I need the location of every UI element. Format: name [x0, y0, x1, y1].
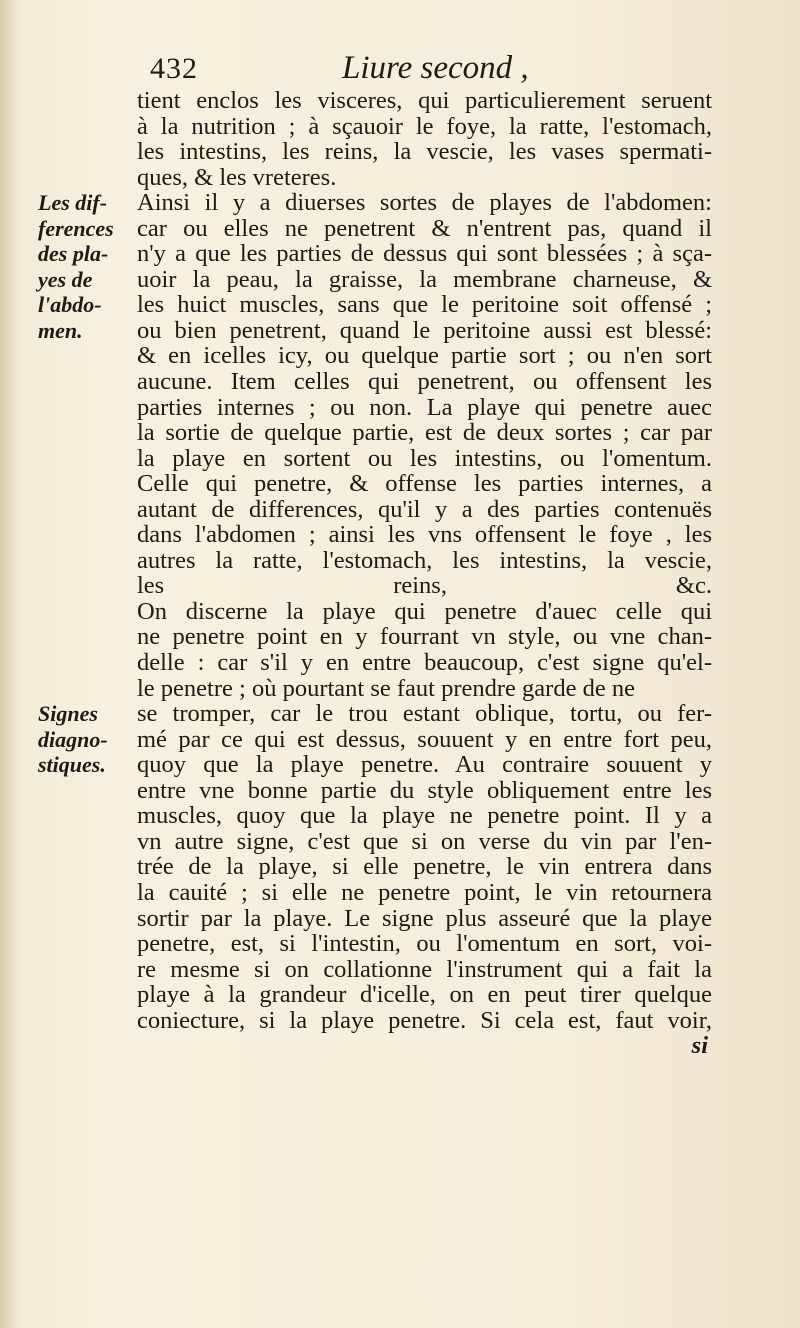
- text-line: autres la ratte, l'estomach, les intestins, la vescie,: [137, 547, 712, 574]
- running-title: Liure second ,: [342, 50, 529, 86]
- text-line: tient enclos les visceres, qui particulierement seruent: [137, 88, 712, 114]
- text-line: la cauité ; si elle ne penetre point, le vin retournera: [137, 879, 712, 906]
- text-line: ne penetre point en y fourrant vn style, ou vne chan-: [137, 624, 712, 651]
- text-line: n'y a que les parties de dessus qui sont blessées ; à sça-: [137, 241, 712, 267]
- text-line: entre vne bonne partie du style obliquement entre les: [137, 777, 712, 804]
- text-line: Celle qui penetre, & offense les parties internes, a: [137, 471, 712, 497]
- catchword: si: [691, 1033, 708, 1059]
- text-line: On discerne la playe qui penetre d'auec celle qui: [137, 598, 712, 625]
- text-line: les intestins, les reins, la vescie, les vases spermati-: [137, 139, 712, 165]
- text-line: mé par ce qui est dessus, souuent y en entre fort peu,: [137, 726, 712, 753]
- text-line: re mesme si on collationne l'instrument qui a fait la: [137, 956, 712, 983]
- text-line: playe à la grandeur d'icelle, on en peut tirer quelque: [137, 982, 712, 1008]
- text-line: muscles, quoy que la playe ne penetre point. Il y a: [137, 803, 712, 829]
- marginal-line: men.: [38, 317, 83, 343]
- marginal-note-differences: [38, 190, 142, 343]
- text-line: ou bien penetrent, quand le peritoine aussi est blessé:: [137, 317, 712, 344]
- marginal-line: yes de: [38, 266, 93, 292]
- text-line: à la nutrition ; à sçauoir le foye, la ratte, l'estomach,: [137, 113, 712, 140]
- marginal-line: Les dif-: [38, 190, 108, 215]
- text-line: la sortie de quelque partie, est de deux sortes ; car par: [137, 420, 712, 446]
- text-line: car ou elles ne penetrent & n'entrent pas, quand il: [137, 215, 712, 242]
- text-line: quoy que la playe penetre. Au contraire souuent y: [137, 752, 712, 778]
- marginal-line: des pla-: [38, 241, 109, 267]
- text-line: sortir par la playe. Le signe plus asseuré que la playe: [137, 905, 712, 932]
- marginal-line: stiques.: [38, 752, 106, 778]
- text-line: parties internes ; ou non. La playe qui penetre auec: [137, 394, 712, 421]
- page-header: [150, 44, 710, 94]
- text-line: les reins, &c.: [137, 573, 712, 599]
- text-line: vn autre signe, c'est que si on verse du vin par l'en-: [137, 828, 712, 855]
- text-line: dans l'abdomen ; ainsi les vns offensent le foye , les: [137, 522, 712, 548]
- text-line: autant de differences, qu'il y a des parties contenuës: [137, 496, 712, 523]
- text-line: trée de la playe, si elle penetre, le vin entrera dans: [137, 854, 712, 880]
- text-line: delle : car s'il y en entre beaucoup, c'est signe qu'el-: [137, 650, 712, 676]
- text-line: coniecture, si la playe penetre. Si cela est, faut voir,: [137, 1007, 712, 1034]
- page-number: 432: [150, 52, 198, 85]
- marginal-line: diagno-: [38, 726, 108, 752]
- marginal-line: Signes: [38, 701, 98, 726]
- text-line: ques, & les vreteres.: [137, 164, 337, 191]
- text-line: & en icelles icy, ou quelque partie sort ; ou n'en sort: [137, 343, 712, 370]
- marginal-line: ferences: [38, 215, 114, 241]
- marginal-line: l'abdo-: [38, 292, 102, 318]
- text-line: les huict muscles, sans que le peritoine soit offensé ;: [137, 292, 712, 318]
- text-line: Ainsi il y a diuerses sortes de playes de l'abdomen:: [137, 190, 712, 216]
- body-text: [137, 88, 712, 1059]
- marginal-note-signs: [38, 701, 142, 778]
- text-line: penetre, est, si l'intestin, ou l'omentum en sort, voi-: [137, 931, 712, 957]
- text-line: se tromper, car le trou estant oblique, tortu, ou fer-: [137, 701, 712, 727]
- text-line: le penetre ; où pourtant se faut prendre garde de ne: [137, 675, 635, 702]
- text-line: la playe en sortent ou les intestins, ou l'omentum.: [137, 445, 712, 472]
- text-line: aucune. Item celles qui penetrent, ou offensent les: [137, 369, 712, 395]
- text-line: uoir la peau, la graisse, la membrane charneuse, &: [137, 266, 712, 293]
